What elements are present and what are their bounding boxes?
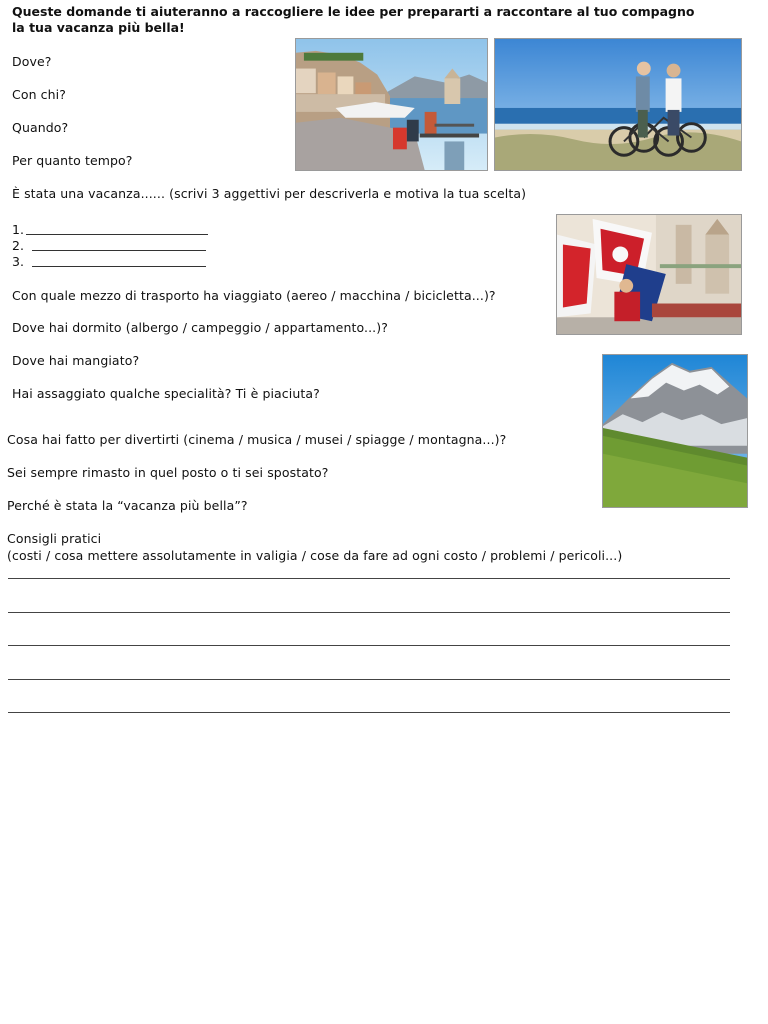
adjective-field-1[interactable]	[26, 234, 208, 235]
adjective-field-3[interactable]	[32, 266, 206, 267]
writing-line-4[interactable]	[8, 679, 730, 680]
consigli-title: Consigli pratici	[7, 531, 102, 546]
question-vacanza-aggettivi: È stata una vacanza...... (scrivi 3 aggettivi per descriverla e motiva la tua scelta)	[12, 186, 527, 201]
question-quando: Quando?	[12, 120, 69, 135]
harbor-town-photo	[295, 38, 488, 171]
adjective-field-2[interactable]	[32, 250, 206, 251]
writing-line-3[interactable]	[8, 645, 730, 646]
question-per-quanto-tempo: Per quanto tempo?	[12, 153, 133, 168]
question-dove: Dove?	[12, 54, 52, 69]
question-perche: Perché è stata la “vacanza più bella”?	[7, 498, 248, 513]
question-mangiato: Dove hai mangiato?	[12, 353, 140, 368]
adjective-number-1: 1.	[12, 222, 25, 237]
question-rimasto: Sei sempre rimasto in quel posto o ti sei spostato?	[7, 465, 329, 480]
question-specialita: Hai assaggiato qualche specialità? Ti è piaciuta?	[12, 386, 320, 401]
question-dormito: Dove hai dormito (albergo / campeggio / appartamento...)?	[12, 320, 388, 335]
adjective-number-2: 2.	[12, 238, 25, 253]
intro-line-2: la tua vacanza più bella!	[12, 20, 185, 35]
flag-throwers-photo	[556, 214, 742, 335]
intro-line-1: Queste domande ti aiuteranno a raccogliere le idee per prepararti a raccontare al tuo compagno	[12, 4, 695, 19]
writing-line-2[interactable]	[8, 612, 730, 613]
adjective-number-3: 3.	[12, 254, 25, 269]
question-divertirti: Cosa hai fatto per divertirti (cinema / musica / musei / spiagge / montagna...)?	[7, 432, 507, 447]
question-mezzo-trasporto: Con quale mezzo di trasporto ha viaggiato (aereo / macchina / bicicletta...)?	[12, 288, 496, 303]
intro	[12, 4, 695, 36]
writing-line-1[interactable]	[8, 578, 730, 579]
beach-bicycles-photo	[494, 38, 742, 171]
writing-line-5[interactable]	[8, 712, 730, 713]
consigli-detail: (costi / cosa mettere assolutamente in valigia / cose da fare ad ogni costo / problemi / pericoli...)	[7, 548, 623, 563]
mountain-meadow-photo	[602, 354, 748, 508]
question-con-chi: Con chi?	[12, 87, 66, 102]
